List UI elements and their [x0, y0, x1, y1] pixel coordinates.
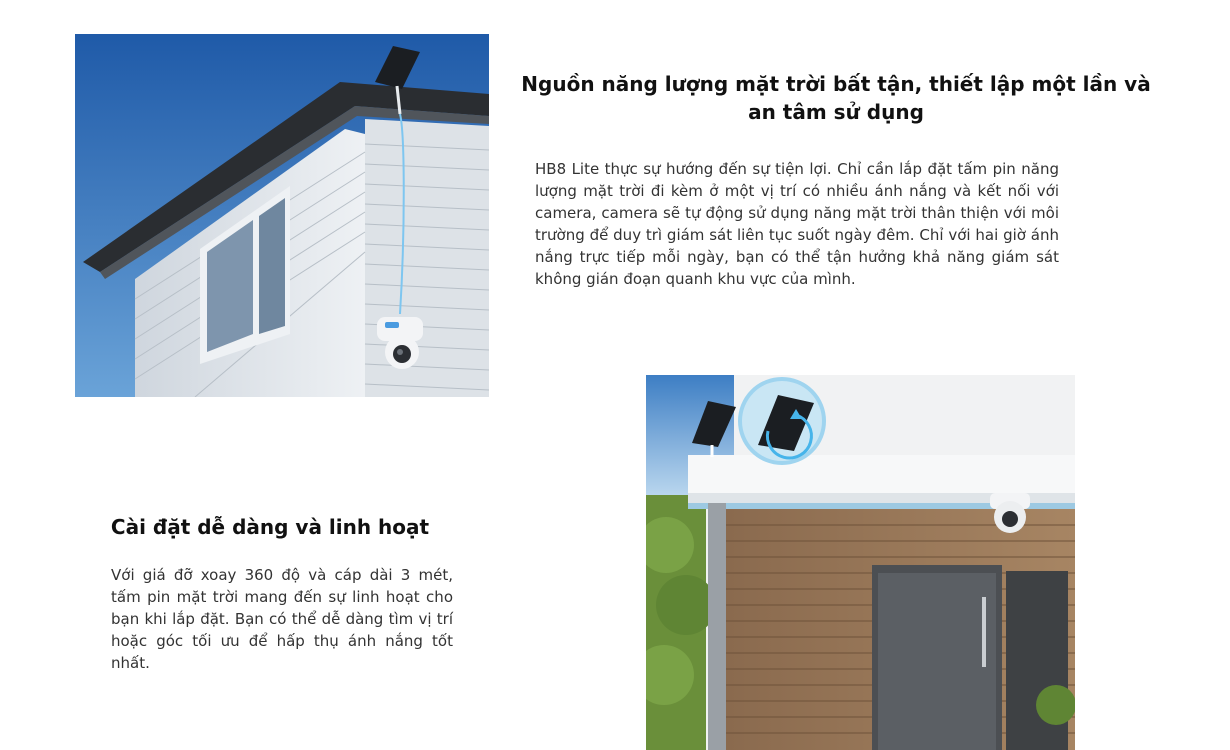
section-1-title: Nguồn năng lượng mặt trời bất tận, thiết lập một lần và an tâm sử dụng — [521, 71, 1151, 124]
house-solar-camera-image — [75, 34, 489, 397]
section-2-body: Với giá đỡ xoay 360 độ và cáp dài 3 mét, tấm pin mặt trời mang đến sự linh hoạt cho bạn khi lắp đặt. Bạn có thể dễ dàng tìm vị trí hoặc góc tối ưu để hấp thụ ánh nắng tốt nhất. — [111, 566, 453, 672]
section-2-title: Cài đặt dễ dàng và linh hoạt — [110, 514, 430, 539]
facade-solar-rotation-image — [646, 375, 1075, 750]
section-1-body: HB8 Lite thực sự hướng đến sự tiện lợi. Chỉ cần lắp đặt tấm pin năng lượng mặt trời đi kèm ở một vị trí có nhiều ánh nắng và kết nối với camera, camera sẽ tự động sử dụng năng mặt trời thân thiện với môi trường để duy trì giám sát liên tục suốt ngày đêm. Chỉ với hai giờ ánh nắng trực tiếp mỗi ngày, bạn có thể tận hưởng khả năng giám sát không gián đoạn quanh khu vực của mình. — [535, 160, 1059, 288]
